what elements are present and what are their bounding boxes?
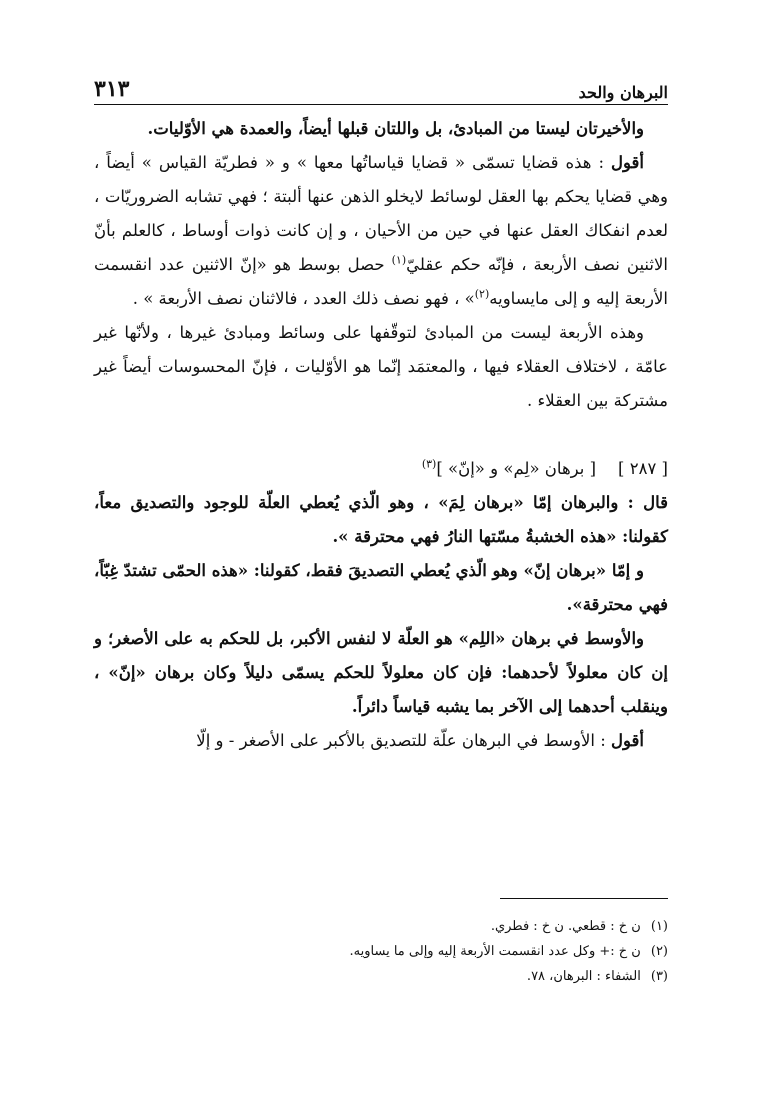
footnote <box>94 914 668 939</box>
paragraph-4: و إمّا «برهان إنّ» وهو الّذي يُعطي التصديقَ فقط، كقولنا: «هذه الحمّى تشتدّ غِبّاً، فهي محترقة». <box>94 561 668 614</box>
paragraph-1 <box>94 146 668 316</box>
paragraph-0: والأخيرتان ليستا من المبادئ، بل واللتان قبلها أيضاً، والعمدة هي الأوّليات. <box>147 119 644 138</box>
footnote <box>94 964 668 989</box>
page-number: ٣١٣ <box>94 76 130 102</box>
footnote-number: (٣) <box>650 969 668 984</box>
paragraph-3-text: : والبرهان إمّا «برهان لِمَ» ، وهو الّذي يُعطي العلّة للوجود والتصديق معاً، كقولنا: «هذه الخشبةُ مسّتها النارُ فهي محترقة ». <box>94 493 668 546</box>
paragraph-1-text-c: » ، فهو نصف ذلك العدد ، فالاثنان نصف الأربعة » . <box>132 289 475 308</box>
paragraph-6-text: : الأوسط في البرهان علّة للتصديق بالأكبر على الأصغر - و إلّا <box>196 731 606 750</box>
paragraph-1-text: : هذه قضايا تسمّى « قضايا قياساتُها معها » و « فطريّة القياس » أيضاً ، وهي قضايا يحكم بها العقل لوسائط لايخلو الذهن عنها ألبتة ؛ فهي تشابه الضروريّات ، لعدم انفكاك العقل عنها في حين من الأحيان ، و إن كانت ذوات أوساط ، كالعلم بأنّ الاثنين نصف الأربعة ، فإنّه حكم عقليّ <box>94 153 669 274</box>
footnote-ref-3: (٣) <box>421 457 437 471</box>
footnote-number: (١) <box>650 919 668 934</box>
footnote-ref-2: (٢) <box>474 287 490 301</box>
footnote-text: ن خ :+ وكل عدد انقسمت الأربعة إليه وإلى ما يساويه. <box>349 944 641 959</box>
footnote <box>94 939 668 964</box>
paragraph-2: وهذه الأربعة ليست من المبادئ لتوقّفها على وسائط ومبادئ غيرها ، ولأنّها غير عامّة ، لاختلاف العقلاء فيها ، والمعتمَد إنّما هو الأوّليات ، فإنّ المحسوسات أيضاً غير مشتركة بين العقلاء . <box>94 323 668 410</box>
section-heading <box>94 452 668 486</box>
keyword-aqulu-2: أقول <box>611 731 644 750</box>
header-rule <box>94 104 668 105</box>
footnote-ref-1: (١) <box>391 253 407 267</box>
paragraph-3 <box>94 486 668 554</box>
paragraph-1-text-b: حصل بوسط هو «إنّ الاثنين عدد انقسمت الأربعة إليه و إلى مايساويه <box>94 255 668 308</box>
main-text <box>94 112 668 758</box>
running-title: البرهان والحد <box>578 83 668 102</box>
keyword-aqulu: أقول <box>611 153 644 172</box>
keyword-qala: قال <box>643 493 669 512</box>
footnotes <box>94 914 668 989</box>
footnote-number: (٢) <box>650 944 668 959</box>
paragraph-5: والأوسط في برهان «اللِم» هو العلّة لا لنفس الأكبر، بل للحكم به على الأصغر؛ و إن كان معلولاً لأحدهما: فإن كان معلولاً للحكم يسمّى دليلاً وكان برهان «إنّ» ، وينقلب أحدهما إلى الآخر بما يشبه قياساً دائراً. <box>94 629 668 716</box>
section-title: [ برهان «لِم» و «إنّ» ] <box>436 459 597 478</box>
page-header <box>94 70 668 102</box>
paragraph-6 <box>94 724 668 758</box>
footnote-rule <box>500 898 668 899</box>
footnote-text: ن خ : قطعي. ن خ : فطري. <box>490 919 641 934</box>
section-number: [ ٢٨٧ ] <box>618 459 668 478</box>
footnote-text: الشفاء : البرهان، ٧٨. <box>526 969 641 984</box>
